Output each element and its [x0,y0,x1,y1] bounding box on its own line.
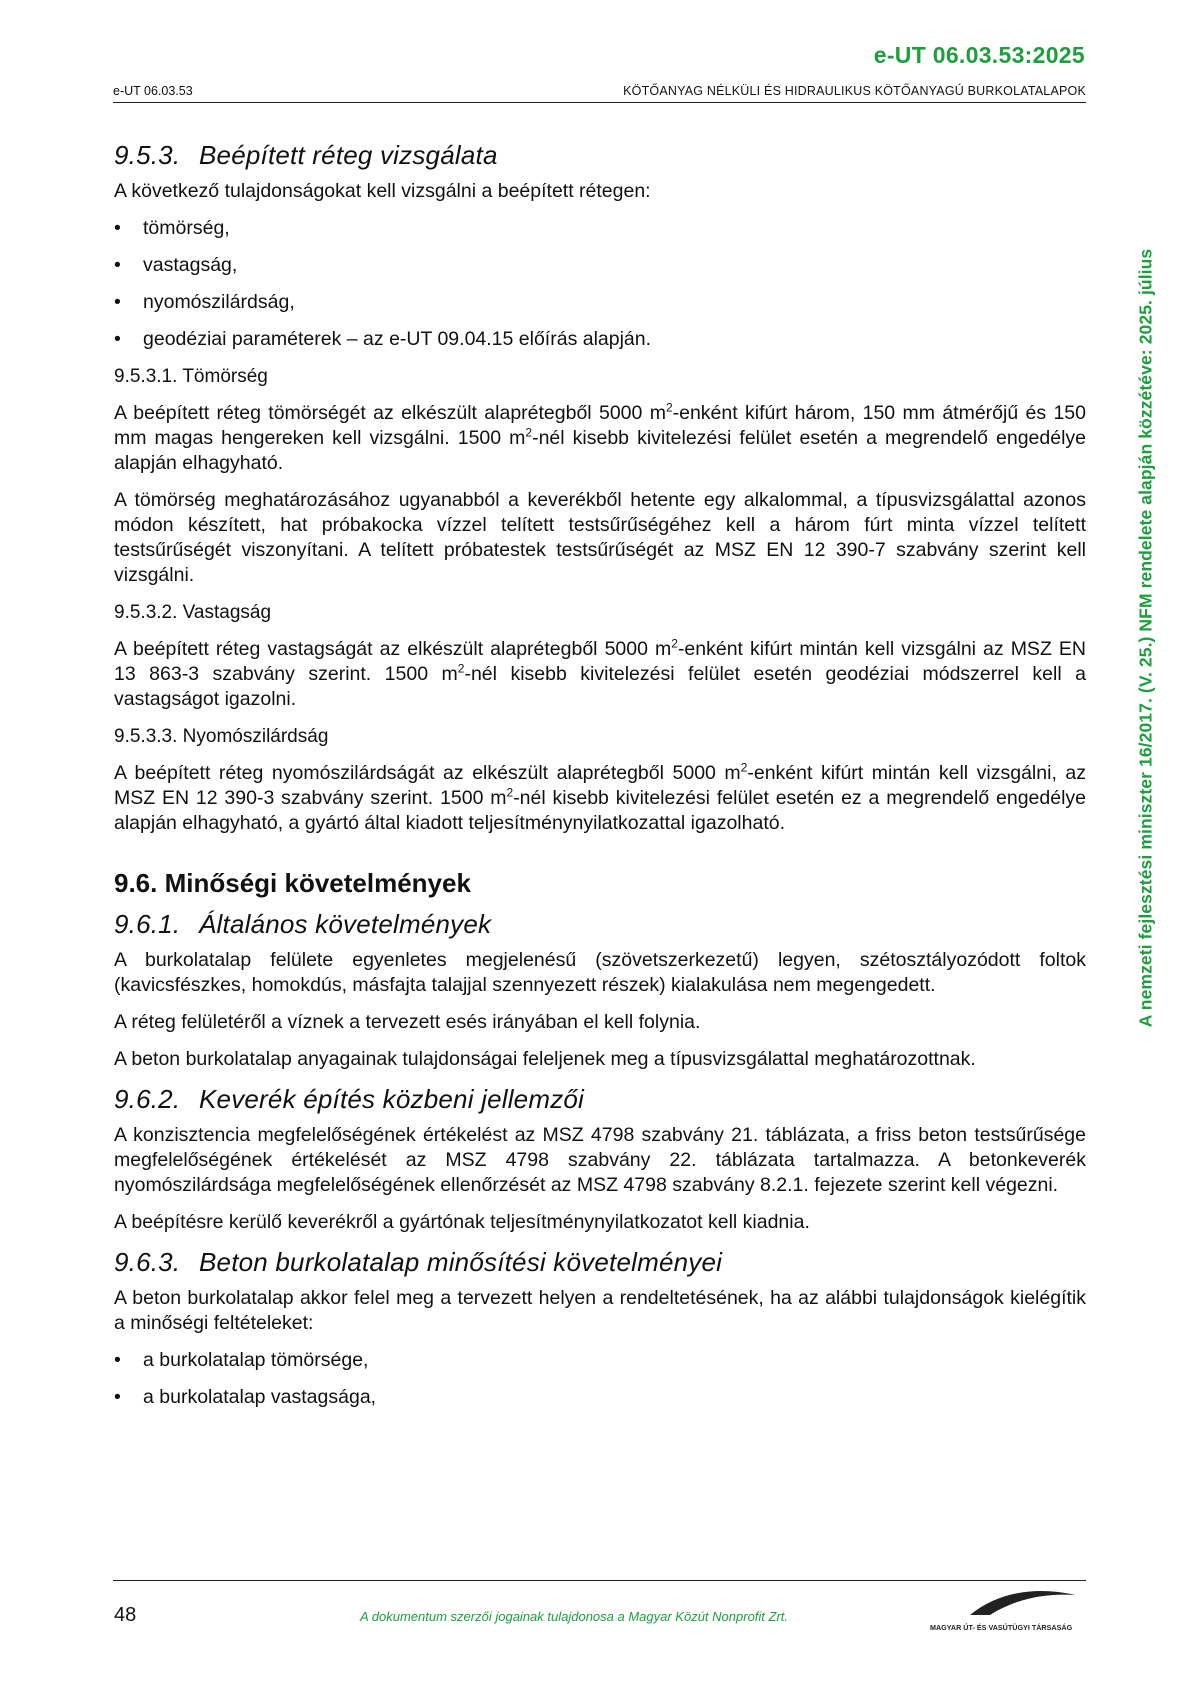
list-item [114,1348,1086,1373]
quality-list [114,1348,1086,1410]
list-item [114,290,1086,315]
bullet-icon: • [114,328,121,350]
paragraph [114,761,1086,836]
list-item-text: a burkolatalap tömörsége, [143,1349,369,1371]
superscript: 2 [665,400,673,415]
list-item-text: a burkolatalap vastagsága, [143,1386,377,1408]
footer-divider [113,1580,1086,1581]
section-number: 9.5.3. [114,140,181,170]
section-title: Keverék építés közbeni jellemzői [199,1084,585,1114]
subsection-heading-9-5-3-2: 9.5.3.2. Vastagság [114,602,272,623]
text-span: -enként kifúrt három, 150 mm átmérőjű és 150 mm magas hengereken kell vizsgálni. 1500 m [114,402,1086,449]
paragraph: A burkolatalap felülete egyenletes megjelenésű (szövetszerkezetű) legyen, szétosztályozódott foltok (kavicsfészkes, homokdús, másfajta talajjal szennyezett részek) kialakulása nem megengedett. [114,949,1086,996]
header-doc-title: KÖTŐANYAG NÉLKÜLI ÉS HIDRAULIKUS KÖTŐANYAGÚ BURKOLATALAPOK [623,84,1086,98]
bullet-icon: • [114,291,121,313]
copyright-notice: A dokumentum szerzői jogainak tulajdonosa a Magyar Közút Nonprofit Zrt. [360,1609,789,1624]
list-item-text: tömörség, [143,217,230,239]
bullet-icon: • [114,217,121,239]
header-doc-id: e-UT 06.03.53 [113,84,193,98]
list-item-text: nyomószilárdság, [143,291,295,313]
bullet-icon: • [114,1349,121,1371]
section-title: Általános követelmények [199,909,492,939]
list-item-text: geodéziai paraméterek – az e-UT 09.04.15 előírás alapján. [143,328,652,350]
superscript: 2 [525,425,533,440]
logo-swoosh [970,1591,1075,1615]
section-number: 9.6.2. [114,1084,181,1114]
paragraph: A tömörség meghatározásához ugyanabból a keverékből hetente egy alkalommal, a típusvizsgálattal azonos módon készített, hat próbakocka vízzel telített testsűrűségéhez kell a három fúrt minta vízzel telített testsűrűségét viszonyítani. A telített próbatestek testsűrűségét az MSZ EN 12 390-7 szabvány szerint kell vizsgálni. [114,489,1086,586]
superscript: 2 [506,785,514,800]
document-code-stamp: e-UT 06.03.53:2025 [873,42,1085,68]
superscript: 2 [671,636,678,651]
section-heading-9-6-3 [114,1247,1086,1278]
list-item [114,216,1086,241]
publication-side-note: A nemzeti fejlesztési miniszter 16/2017. (V. 25.) NFM rendelete alapján közzétéve: 2025. július [1135,248,1156,1028]
subsection-heading-9-5-3-1: 9.5.3.1. Tömörség [114,366,268,387]
text-span: A beépített réteg tömörségét az elkészült alaprétegből 5000 m [114,402,666,424]
paragraph [114,401,1086,476]
superscript: 2 [457,661,465,676]
bullet-icon: • [114,254,121,276]
superscript: 2 [740,760,748,775]
text-span: -enként kifúrt mintán kell vizsgálni, az MSZ EN 12 390-3 szabvány szerint. 1500 m [114,762,1087,809]
text-span: -nél kisebb kivitelezési felület esetén ez a megrendelő engedélye alapján elhagyható, a gyártó által kiadott teljesítménynyilatkozattal igazolható. [114,787,1087,834]
subsection-heading-9-5-3-3: 9.5.3.3. Nyomószilárdság [114,726,329,747]
page-header [113,84,1086,103]
logo-text: MAGYAR ÚT- ÉS VASÚTÜGYI TÁRSASÁG [930,1623,1073,1632]
list-item-text: vastagság, [143,254,238,276]
text-span: A beépített réteg vastagságát az elkészült alaprétegből 5000 m [114,638,672,660]
text-span: -nél kisebb kivitelezési felület esetén geodéziai módszerrel kell a vastagságot igazolni. [114,663,1086,710]
association-logo-icon [930,1585,1090,1635]
text-span: A beépített réteg nyomószilárdságát az elkészült alaprétegből 5000 m [114,762,741,784]
page-content [114,140,1086,1422]
section-number: 9.6.3. [114,1247,181,1277]
list-item [114,253,1086,278]
paragraph: A réteg felületéről a víznek a tervezett esés irányában el kell folynia. [114,1011,701,1033]
paragraph: A következő tulajdonságokat kell vizsgálni a beépített rétegen: [114,180,651,202]
text-span: -enként kifúrt mintán kell vizsgálni az MSZ EN 13 863-3 szabvány szerint. 1500 m [114,638,1086,685]
section-title: Beton burkolatalap minősítési követelményei [199,1247,723,1277]
page-number: 48 [114,1604,137,1626]
section-number: 9.6.1. [114,909,181,939]
list-item [114,327,1086,352]
bullet-icon: • [114,1386,121,1408]
section-title: Beépített réteg vizsgálata [199,140,498,170]
paragraph: A beton burkolatalap akkor felel meg a tervezett helyen a rendeltetésének, ha az alábbi tulajdonságok kielégítik a minőségi feltételeket: [114,1287,1086,1334]
paragraph [114,637,1086,712]
paragraph: A beépítésre kerülő keverékről a gyártónak teljesítménynyilatkozatot kell kiadnia. [114,1211,810,1233]
section-heading-9-6-2 [114,1084,1086,1115]
text-span: -nél kisebb kivitelezési felület esetén a megrendelő engedélye alapján elhagyható. [114,427,1087,474]
paragraph: A beton burkolatalap anyagainak tulajdonságai feleljenek meg a típusvizsgálattal meghatározottnak. [114,1048,976,1070]
section-heading-9-6: 9.6. Minőségi követelmények [114,868,471,898]
property-list [114,216,1086,352]
paragraph: A konzisztencia megfelelőségének értékelést az MSZ 4798 szabvány 21. táblázata, a friss beton testsűrűsége megfelelőségének értékelését az MSZ 4798 szabvány 22. táblázata tartalmazza. A betonkeverék nyomószilárdsága megfelelőségének ellenőrzését az MSZ 4798 szabvány 8.2.1. fejezete szerint kell végezni. [114,1124,1086,1196]
list-item [114,1385,1086,1410]
section-heading-9-6-1 [114,909,1086,940]
section-heading-9-5-3 [114,140,1086,171]
